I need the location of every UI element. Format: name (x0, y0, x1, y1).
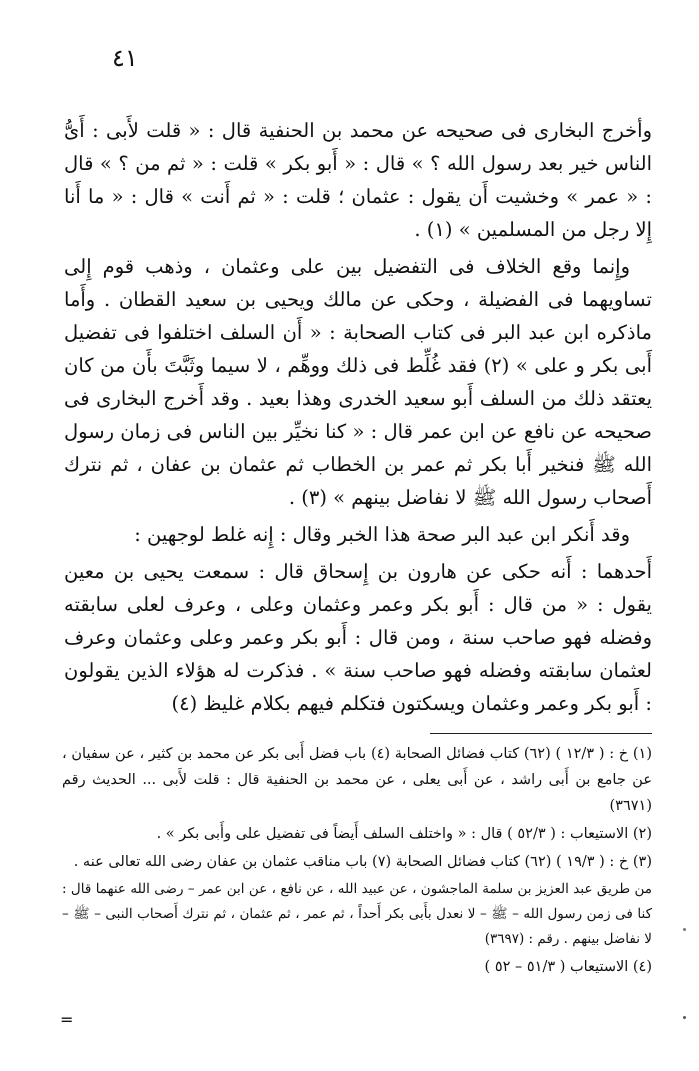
footnotes (62, 741, 652, 982)
paragraph-2: وإِنما وقع الخلاف فى التفضيل بين على وعثمان ، وذهب قوم إِلى تساويهما فى الفضيلة ، وحكى عن مالك ويحيى بن سعيد القطان . وأَما ماذكره ابن عبد البر فى كتاب الصحابة : « أَن السلف اختلفوا فى تفضيل أَبى بكر و على » (٢) فقد غُلِّط فى ذلك ووهِّم ، لا سيما وثَبَّتَ بأَن من كان يعتقد ذلك من السلف أَبو سعيد الخدرى وهذا بعيد . وقد أَخرج البخارى فى صحيحه عن نافع عن ابن عمر قال : « كنا نخيِّر بين الناس فى زمان رسول الله ﷺ فنخير أَبا بكر ثم عمر بن الخطاب ثم عثمان بن عفان ، ثم نترك أَصحاب رسول الله ﷺ لا نفاضل بينهم » (٣) . (64, 255, 652, 509)
main-text (64, 114, 652, 724)
footnote-4: (٤) الاستيعاب ( ٥١/٣ – ٥٢ ) (484, 959, 652, 975)
paragraph-3: وقد أَنكر ابن عبد البر صحة هذا الخبر وقال : إِنه غلط لوجهين : (134, 523, 630, 546)
footnote-1: (١) خ : ( ١٢/٣ ) (٦٢) كتاب فضائل الصحابة (٤) باب فضل أَبى بكر عن محمد بن كثير ، عن سفيان ، عن جامع بن أَبى راشد ، عن أَبى يعلى ، عن محمد بن الحنفية قال : قلت لأَبى ... الحديث رقم (٣٦٧١) (62, 746, 653, 814)
paragraph-1: وأخرج البخارى فى صحيحه عن محمد بن الحنفية قال : « قلت لأَبى : أَىُّ الناس خير بعد رسول الله ؟ » قال : « أَبو بكر » قلت : « ثم من ؟ » قال : « عمر » وخشيت أَن يقول : عثمان ؛ قلت : « ثم أَنت » قال : « ما أَنا إِلا رجل من المسلمين » (١) . (64, 119, 652, 241)
page-number: ٤١ (112, 44, 138, 72)
scan-speck (683, 1016, 686, 1019)
footnote-3: (٣) خ : ( ١٩/٣ ) (٦٢) كتاب فضائل الصحابة (٧) باب مناقب عثمان بن عفان رضى الله تعالى عنه . (73, 854, 652, 870)
footnote-3-continuation: من طريق عبد العزيز بن سلمة الماجشون ، عن عبيد الله ، عن نافع ، عن ابن عمر – رضى الله عنهما قال : كنا فى زمن رسول الله – ﷺ – لا نعدل بأَبى بكر أَحداً ، ثم عمر ، ثم عثمان ، ثم نترك أَصحاب النبى – ﷺ – لا نفاضل بينهم . رقم : (٣٦٩٧) (62, 881, 652, 947)
margin-mark: = (60, 1010, 74, 1029)
scan-speck (683, 928, 686, 931)
footnote-separator (430, 733, 652, 734)
footnote-2: (٢) الاستيعاب : ( ٥٢/٣ ) قال : « واختلف السلف أَيضاً فى تفضيل على وأَبى بكر » . (156, 826, 652, 842)
paragraph-4: أَحدهما : أَنه حكى عن هارون بن إِسحاق قال : سمعت يحيى بن معين يقول : « من قال : أَبو بكر وعمر وعثمان وعلى ، وعرف لعلى سابقته وفضله فهو صاحب سنة ، ومن قال : أَبو بكر وعمر وعلى وعثمان وعرف لعثمان سابقته وفضله فهو صاحب سنة » . فذكرت له هؤلاء الذين يقولون : أَبو بكر وعمر وعثمان ويسكتون فتكلم فيهم بكلام غليظ (٤) (64, 560, 652, 715)
